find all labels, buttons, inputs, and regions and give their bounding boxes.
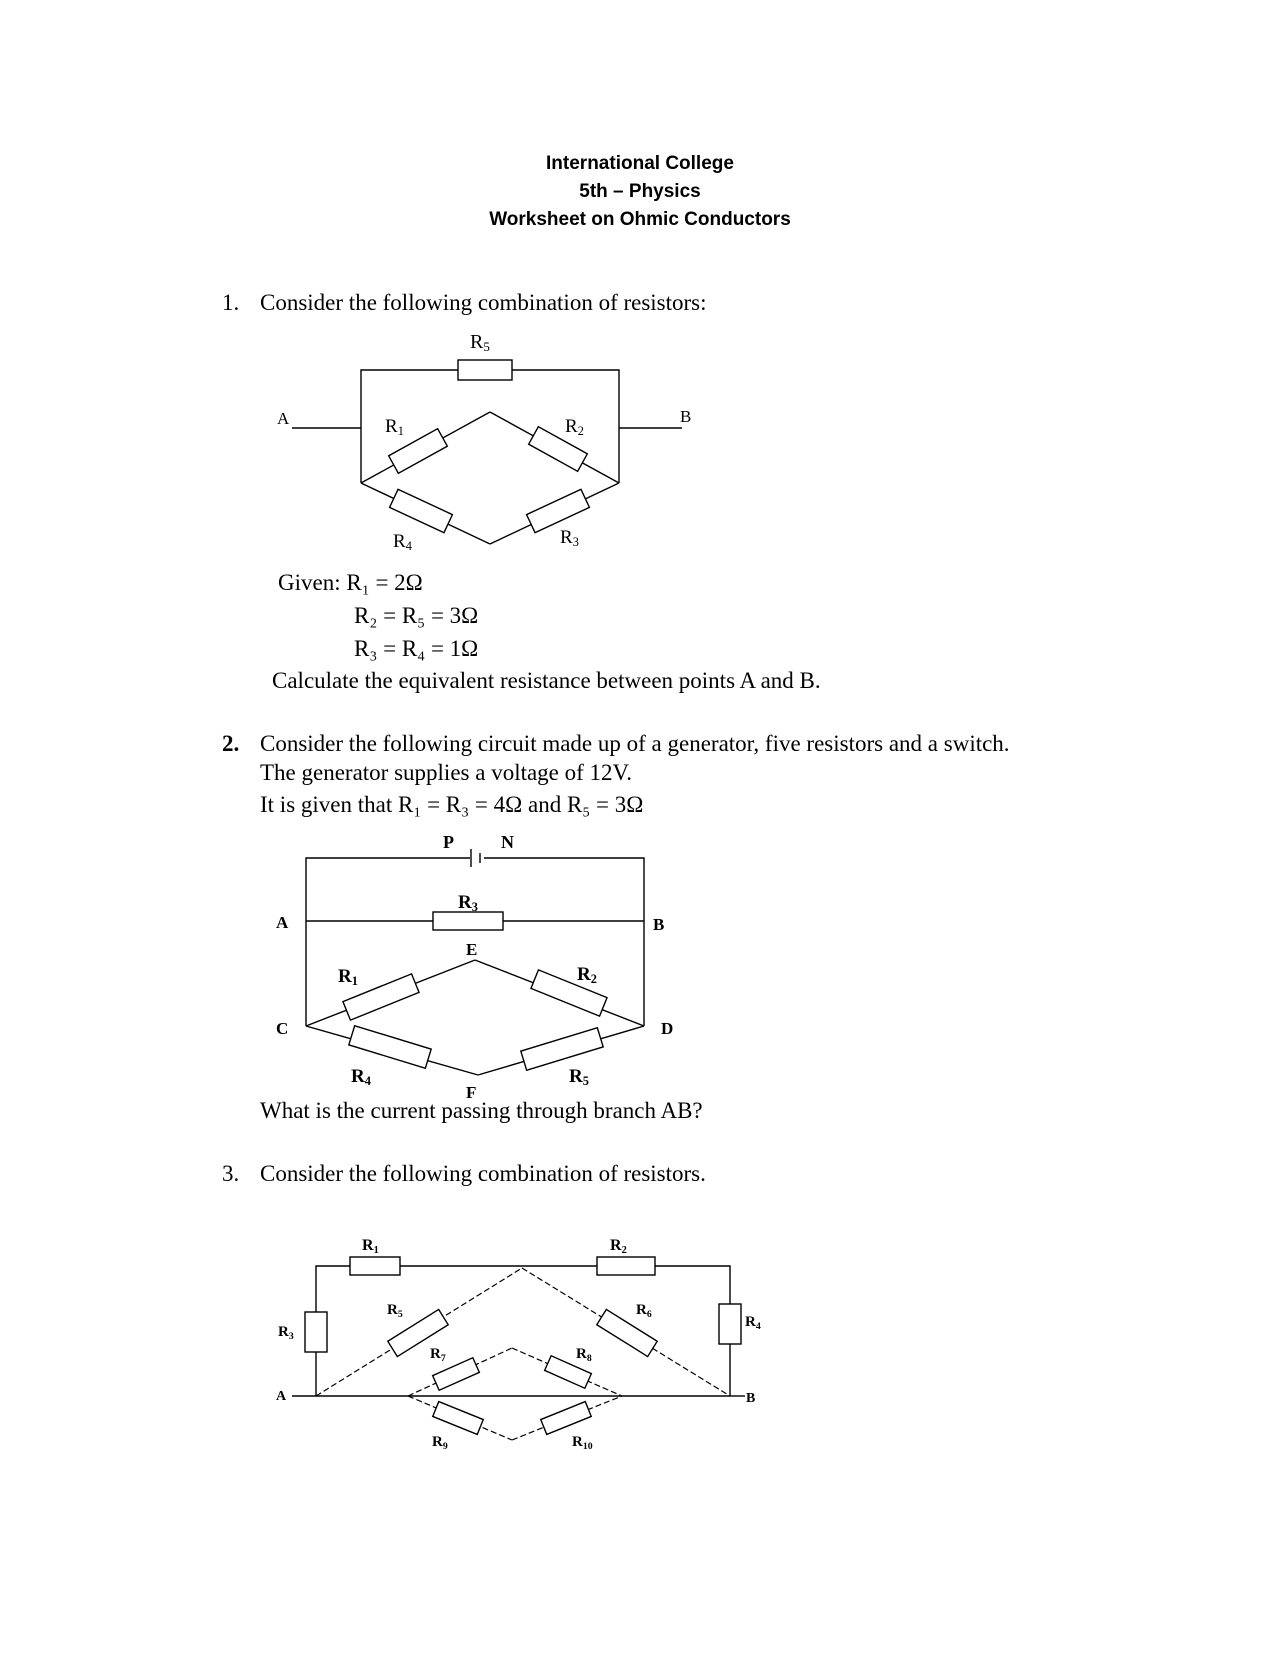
q2-label-c: C xyxy=(276,1019,289,1038)
q3-resistor-r4 xyxy=(719,1304,741,1344)
q2-number: 2. xyxy=(222,731,240,756)
q1-given-1: Given: R₁ = 2Ω xyxy=(278,570,423,595)
q3-label-r9: $R_9$ xyxy=(432,1434,448,1452)
q3-resistor-r1 xyxy=(350,1257,400,1275)
q1-label-r2: R2 xyxy=(565,416,584,438)
q3-label-a: A xyxy=(276,1389,287,1404)
q2-label-b: B xyxy=(653,915,665,934)
q1-text: Consider the following combination of resistors: xyxy=(260,290,707,315)
q2-label-r2: R2 xyxy=(577,964,597,986)
q3-label-r4: $R_4$ xyxy=(745,1314,761,1332)
q3-label-r1: R1 xyxy=(362,1237,379,1256)
q3-resistor-r7 xyxy=(433,1358,480,1391)
q1-label-r1: R1 xyxy=(385,416,404,438)
q2-label-r3: R3 xyxy=(458,892,478,914)
q1-number: 1. xyxy=(222,290,240,315)
q1-given-2: R₂ = R₅ = 3Ω xyxy=(354,603,479,628)
q3-label-r2: R2 xyxy=(610,1237,627,1256)
q3-resistor-r9 xyxy=(433,1402,483,1435)
q2-label-f: F xyxy=(466,1083,477,1102)
q3-label-r5: $R_5$ xyxy=(387,1302,403,1320)
q3-label-r6: $R_6$ xyxy=(636,1302,652,1320)
q3-label-r8: $R_8$ xyxy=(576,1346,592,1364)
q3-label-r3: $R_3$ xyxy=(278,1324,294,1342)
q1-label-b: B xyxy=(680,407,692,426)
q1-given-3: R₃ = R₄ = 1Ω xyxy=(354,636,479,661)
q2-label-a: A xyxy=(276,913,289,932)
q1-label-r3: R3 xyxy=(560,527,579,549)
q3-label-r10: $R_{10}$ xyxy=(572,1434,593,1452)
q2-label-r1: R1 xyxy=(338,966,358,988)
school-name: International College xyxy=(546,153,734,174)
q1-label-r5: R5 xyxy=(470,331,490,354)
q2-label-r5: R5 xyxy=(569,1066,589,1088)
q2-label-d: D xyxy=(661,1019,674,1038)
q3-number: 3. xyxy=(222,1161,240,1186)
q3-label-b: B xyxy=(746,1391,756,1406)
q2-label-e: E xyxy=(466,940,478,959)
q2-label-r4: R4 xyxy=(351,1066,371,1088)
q2-question: What is the current passing through branch AB? xyxy=(260,1098,703,1123)
q3-label-r7: $R_7$ xyxy=(430,1346,446,1364)
q3-resistor-r3 xyxy=(305,1312,327,1352)
q1-label-a: A xyxy=(277,409,290,428)
q3-resistor-r2 xyxy=(597,1257,655,1275)
q1-label-r4: R4 xyxy=(393,531,412,553)
q1-task: Calculate the equivalent resistance between points A and B. xyxy=(272,668,821,693)
q2-line-3: It is given that R₁ = R₃ = 4Ω and R₅ = 3Ω xyxy=(260,792,644,817)
q2-label-n: N xyxy=(501,832,514,852)
q2-label-p: P xyxy=(443,832,454,852)
worksheet-title: Worksheet on Ohmic Conductors xyxy=(489,209,791,230)
q3-text: Consider the following combination of resistors. xyxy=(260,1161,706,1186)
q3-resistor-r10 xyxy=(541,1402,591,1435)
grade-subject: 5th – Physics xyxy=(579,181,701,202)
q2-line-2: The generator supplies a voltage of 12V. xyxy=(260,760,632,785)
q2-line-1: Consider the following circuit made up of a generator, five resistors and a switch. xyxy=(260,731,1010,756)
